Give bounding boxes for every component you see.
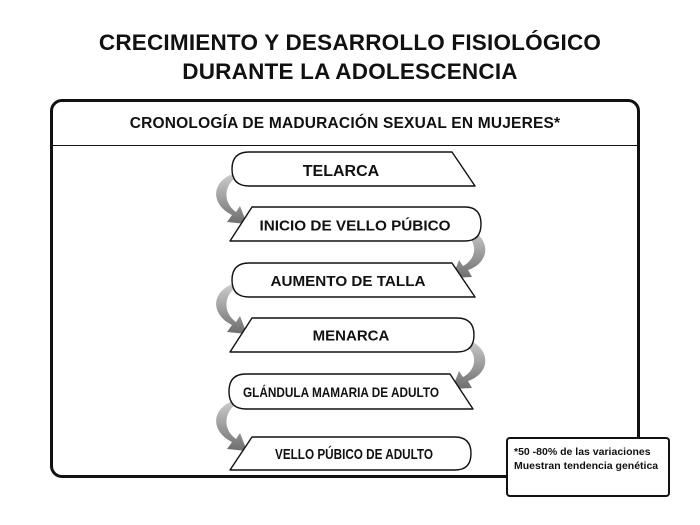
title-line-2: DURANTE LA ADOLESCENCIA (182, 59, 518, 84)
step-label-vello-adulto: VELLO PÚBICO DE ADULTO (275, 446, 478, 463)
footnote-line-2: Muestran tendencia genética (514, 460, 659, 472)
footnote-box (506, 437, 670, 497)
step-label-vello-inicio: INICIO DE VELLO PÚBICO (259, 217, 448, 235)
step-label-talla: AUMENTO DE TALLA (270, 273, 426, 290)
step-label-menarca: MENARCA (312, 327, 390, 345)
panel-header: CRONOLOGÍA DE MADURACIÓN SEXUAL EN MUJERES* (53, 102, 637, 146)
footnote-line-1: *50 -80% de las variaciones (514, 446, 651, 458)
step-label-telarca: TELARCA (302, 163, 380, 180)
step-banners (229, 152, 481, 470)
title-line-1: CRECIMIENTO Y DESARROLLO FISIOLÓGICO (98, 30, 602, 55)
step-label-glandula: GLÁNDULA MAMARIA DE ADULTO (243, 384, 440, 400)
